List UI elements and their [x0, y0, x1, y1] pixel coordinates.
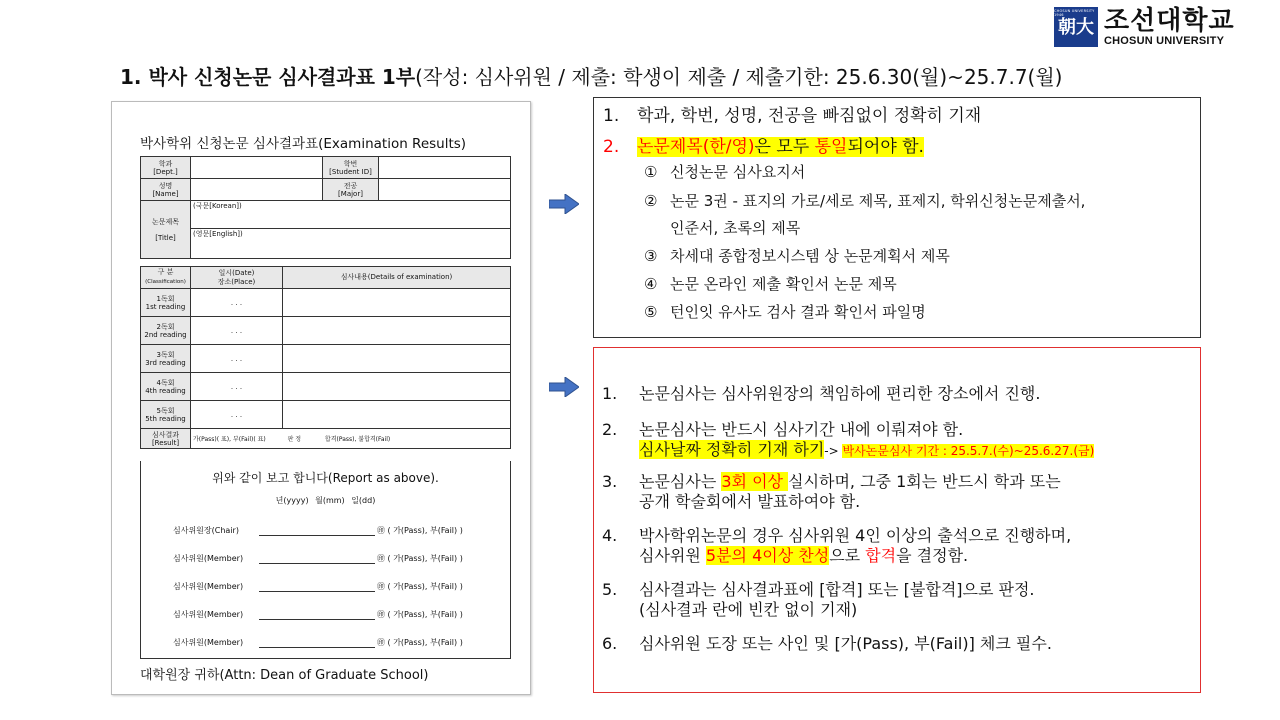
- student-info-table: [140, 156, 511, 259]
- title-korean-cell: (국문[Korean]): [191, 201, 511, 229]
- sub-item: ② 논문 3권 - 표지의 가로/세로 제목, 표제지, 학위신청논문제출서,: [644, 192, 1086, 210]
- signature-role: 심사위원(Member): [173, 554, 244, 563]
- reading-label: 3독회 3rd reading: [141, 345, 191, 373]
- table-row: [141, 373, 511, 401]
- result-cell: [191, 429, 511, 449]
- right-arrow-icon: [549, 194, 579, 214]
- reading-details: [283, 373, 511, 401]
- result-judge: 판 정: [287, 436, 302, 443]
- logo-name-english: CHOSUN UNIVERSITY: [1104, 35, 1225, 47]
- table-row: [141, 401, 511, 429]
- reading-details: [283, 401, 511, 429]
- right-arrow-icon: [549, 377, 579, 397]
- examination-table: [140, 266, 511, 449]
- emblem-mark: 朝大: [1058, 17, 1094, 38]
- reading-details: [283, 345, 511, 373]
- result-counts: 가(Pass)( 표), 부(Fail)( 표): [193, 436, 266, 443]
- signature-line: [259, 611, 375, 620]
- note-item: 2. 논문제목(한/영)은 모두 통일되어야 함.: [603, 137, 924, 157]
- signature-role: 심사위원(Member): [173, 638, 244, 647]
- sub-item: 인준서, 초록의 제목: [670, 219, 801, 237]
- examination-results-form: [111, 101, 531, 695]
- form-signature-section: [140, 461, 511, 659]
- signature-role: 심사위원(Member): [173, 582, 244, 591]
- signature-row: [173, 609, 503, 620]
- signature-options: ㊞ ( 가(Pass), 부(Fail) ): [377, 582, 463, 591]
- reading-date: . . .: [191, 289, 283, 317]
- reading-date: . . .: [191, 401, 283, 429]
- signature-line: [259, 555, 375, 564]
- signature-options: ㊞ ( 가(Pass), 부(Fail) ): [377, 554, 463, 563]
- date-line: 년(yyyy) 월(mm) 일(dd): [275, 496, 376, 505]
- signature-line: [259, 527, 375, 536]
- reading-label: 4독회 4th reading: [141, 373, 191, 401]
- signature-row: [173, 525, 503, 536]
- classification-header: 구 분 (Classification): [141, 267, 191, 289]
- logo-name-korean: 조선대학교: [1104, 6, 1235, 36]
- reading-details: [283, 289, 511, 317]
- signature-options: ㊞ ( 가(Pass), 부(Fail) ): [377, 610, 463, 619]
- reading-details: [283, 317, 511, 345]
- dept-label: 학과 [Dept.]: [141, 157, 191, 179]
- signature-row: [173, 553, 503, 564]
- report-statement: 위와 같이 보고 합니다(Report as above).: [212, 471, 439, 485]
- emblem-small-text: CHOSUN UNIVERSITY 1946: [1054, 9, 1095, 17]
- university-emblem-icon: [1054, 7, 1098, 47]
- sub-item: ④ 논문 온라인 제출 확인서 논문 제목: [644, 275, 897, 293]
- title-consistency-notes: [593, 97, 1201, 338]
- reading-date: . . .: [191, 345, 283, 373]
- signature-role: 심사위원장(Chair): [173, 526, 239, 535]
- table-row: [141, 345, 511, 373]
- sub-item: ③ 차세대 종합정보시스템 상 논문계획서 제목: [644, 247, 950, 265]
- form-footer: 대학원장 귀하(Attn: Dean of Graduate School): [140, 668, 429, 683]
- page-title-detail: (작성: 심사위원 / 제출: 학생이 제출 / 제출기한: 25.6.30(월)~25.7.7(월): [415, 65, 1063, 89]
- reading-date: . . .: [191, 373, 283, 401]
- signature-row: [173, 637, 503, 648]
- signature-role: 심사위원(Member): [173, 610, 244, 619]
- student-id-cell: [379, 157, 511, 179]
- signature-row: [173, 581, 503, 592]
- name-label: 성명 [Name]: [141, 179, 191, 201]
- signature-options: ㊞ ( 가(Pass), 부(Fail) ): [377, 638, 463, 647]
- signature-line: [259, 639, 375, 648]
- sub-item: ⑤ 턴인잇 유사도 검사 결과 확인서 파일명: [644, 303, 926, 321]
- student-id-label: 학번 [Student ID]: [323, 157, 379, 179]
- reading-label: 5독회 5th reading: [141, 401, 191, 429]
- title-label: 논문제목 [Title]: [141, 201, 191, 259]
- title-english-cell: (영문[English]): [191, 229, 511, 259]
- note-item: 1. 학과, 학번, 성명, 전공을 빠짐없이 정확히 기재: [603, 106, 982, 126]
- major-cell: [379, 179, 511, 201]
- reading-label: 2독회 2nd reading: [141, 317, 191, 345]
- details-header: 심사내용(Details of examination): [283, 267, 511, 289]
- table-row: [141, 289, 511, 317]
- page-title-bold: 1. 박사 신청논문 심사결과표 1부: [120, 65, 416, 89]
- page-title: [120, 62, 1270, 92]
- reading-label: 1독회 1st reading: [141, 289, 191, 317]
- university-logo: [1054, 6, 1268, 48]
- result-label: 심사결과 [Result]: [141, 429, 191, 449]
- sub-item: ① 신청논문 심사요지서: [644, 163, 806, 181]
- result-row: [141, 429, 511, 449]
- signature-line: [259, 583, 375, 592]
- date-place-header: 일시(Date) 장소(Place): [191, 267, 283, 289]
- dept-cell: [191, 157, 323, 179]
- major-label: 전공 [Major]: [323, 179, 379, 201]
- form-title: 박사학위 신청논문 심사결과표(Examination Results): [140, 136, 467, 152]
- result-options: 합격(Pass), 불합격(Fail): [324, 436, 391, 443]
- table-row: [141, 317, 511, 345]
- examination-rules-notes: 1. 논문심사는 심사위원장의 책임하에 편리한 장소에서 진행. 2. 논문심사는 반드시 심사기간 내에 이뤄져야 함. 심사날짜 정확히 기재 하기-> 박사논문심사 기간 : 25.5.7.(수)~25.6.27.(금) 3. 논문심사는 3회 이상 실시하며, 그중 1회는 반드시 학과 또는 공개 학술회에서 발표하여야 함. 4. 박사학위논문의 경우 심사위원 4인 이상의 출석으로 진행하며, 심사위원 5분의 4이상 찬성으로 합격을 결정함. 5. 심사결과는 심사결과표에 [합격] 또는 [불합격]으로 판정. (심사결과 란에 빈칸 없이 기재) 6. 심사위원 도장 또는 사인 및 [가(Pass), 부(Fail)] 체크 필수.: [593, 347, 1201, 693]
- signature-options: ㊞ ( 가(Pass), 부(Fail) ): [377, 526, 463, 535]
- name-cell: [191, 179, 323, 201]
- reading-date: . . .: [191, 317, 283, 345]
